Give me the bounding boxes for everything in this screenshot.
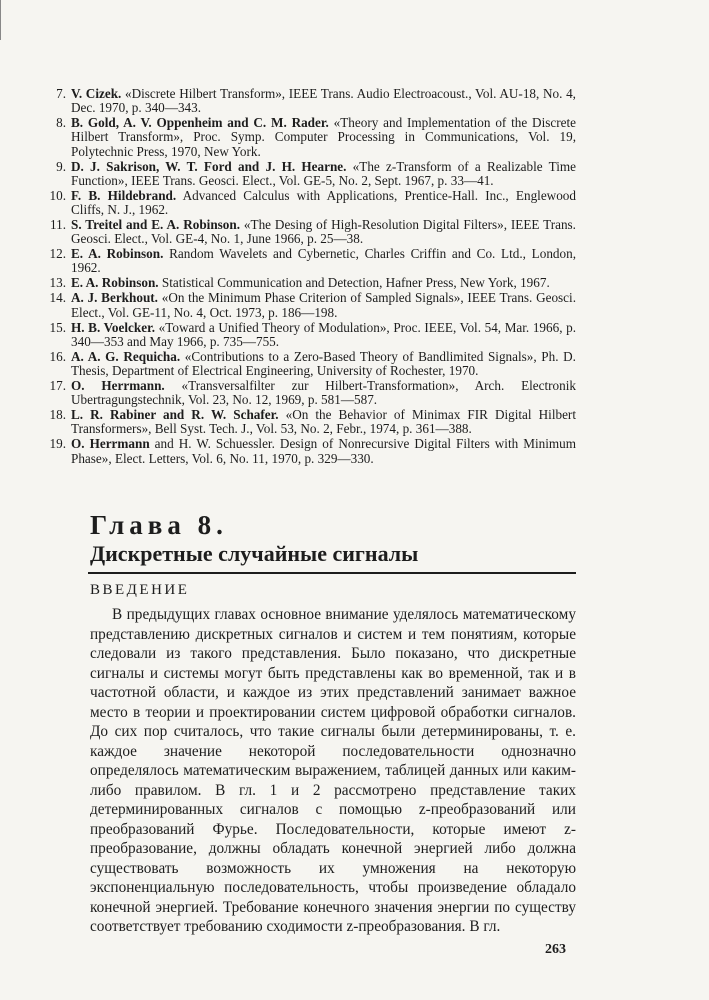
reference-number: 18. — [49, 407, 66, 423]
reference-text: «Theory and Implementation of the Discrete Hilbert Transform», Proc. Symp. Computer Processing in Communications, Vol. 19, Polytechnic Press, 1970, New York. — [71, 115, 576, 159]
reference-item — [46, 321, 576, 349]
reference-authors: A. A. G. Requicha. — [71, 348, 181, 364]
reference-number: 8. — [56, 115, 66, 131]
chapter-number: Глава 8. — [90, 510, 228, 540]
reference-text: «Discrete Hilbert Transform», IEEE Trans. Audio Electroacoust., Vol. AU-18, No. 4, Dec. 1970, p. 340—343. — [71, 86, 576, 116]
reference-item — [46, 408, 576, 436]
reference-authors: F. B. Hildebrand. — [71, 187, 177, 203]
reference-number: 11. — [50, 217, 66, 233]
reference-authors: V. Cizek. — [71, 86, 122, 101]
reference-item — [46, 218, 576, 246]
reference-text: Random Wavelets and Cybernetic, Charles Criffin and Co. Ltd., London, 1962. — [71, 246, 576, 276]
reference-item — [46, 160, 576, 188]
reference-item — [46, 87, 576, 115]
reference-authors: O. Herrmann. — [71, 378, 165, 394]
reference-authors: L. R. Rabiner and R. W. Schafer. — [71, 407, 279, 423]
reference-text: «On the Minimum Phase Criterion of Sampled Signals», IEEE Trans. Geosci. Elect., Vol. GE-11, No. 4, Oct. 1973, p. 186—198. — [71, 290, 577, 320]
reference-authors: O. Herrmann — [71, 436, 150, 452]
reference-number: 17. — [49, 378, 66, 394]
reference-number: 14. — [49, 290, 66, 306]
reference-item — [46, 291, 576, 319]
scan-margin-mark — [0, 0, 1, 40]
reference-number: 10. — [49, 187, 66, 203]
reference-text: Statistical Communication and Detection, Hafner Press, New York, 1967. — [158, 275, 550, 291]
reference-authors: E. A. Robinson. — [71, 246, 164, 262]
chapter-rule — [88, 572, 576, 574]
reference-authors: S. Treitel and E. A. Robinson. — [71, 217, 241, 233]
reference-item — [46, 379, 576, 407]
reference-text: «Transversalfilter zur Hilbert-Transformation», Arch. Electronik Ubertragungstechnik, Vol. 23, No. 12, 1969, p. 581—587. — [71, 378, 576, 408]
reference-item — [46, 247, 576, 275]
reference-text: «The z-Transform of a Realizable Time Function», IEEE Trans. Geosci. Elect., Vol. GE-5, No. 2, Sept. 1967, p. 33—41. — [71, 158, 577, 188]
chapter-header — [90, 510, 580, 568]
reference-list — [46, 87, 576, 467]
reference-number: 12. — [49, 246, 66, 262]
reference-text: Advanced Calculus with Applications, Prentice-Hall. Inc., Englewood Cliffs, N. J., 1962. — [71, 187, 576, 218]
reference-number: 7. — [56, 86, 66, 101]
body-paragraph: В предыдущих главах основное внимание уделялось математическому представлению дискретных сигналов и систем и тем понятиям, которые следовали из такого представления. Было показано, что дискретные сигналы и системы могут быть представлены как во временной, так и в частотной области, и каждое из этих представлений занимает важное место в теории и проектировании систем цифровой обработки сигналов. До сих пор считалось, что такие сигналы были детерминированы, т. е. каждое значение некоторой последовательности однозначно определялось математическим выражением, таблицей данных или каким-либо правилом. В гл. 1 и 2 рассмотрено представление таких детерминированных сигналов с помощью z-преобразований или преобразований Фурье. Последовательности, которые имеют z-преобразование, должны обладать конечной энергией либо должна существовать возможность их умножения на некоторую экспоненциальную последовательность, чтобы произведение обладало конечной энергией. Требование конечного значения энергии по существу соответствует требованию сходимости z-преобразования. В гл. — [90, 606, 576, 935]
reference-number: 9. — [56, 158, 66, 174]
reference-authors: B. Gold, A. V. Oppenheim and C. M. Rader. — [71, 115, 329, 131]
reference-authors: A. J. Berkhout. — [71, 290, 158, 306]
reference-text: «On the Behavior of Minimax FIR Digital Hilbert Transformers», Bell Syst. Tech. J., Vol. 53, No. 2, Febr., 1974, p. 361—388. — [71, 407, 576, 437]
reference-text: «Contributions to a Zero-Based Theory of Bandlimited Signals», Ph. D. Thesis, Department of Electrical Engineering, University of Rochester, 1970. — [71, 348, 576, 379]
reference-item — [46, 437, 576, 465]
reference-item — [46, 276, 576, 290]
reference-item — [46, 350, 576, 378]
reference-number: 15. — [49, 319, 66, 335]
page-number: 263 — [545, 942, 566, 957]
chapter-title: Дискретные случайные сигналы — [90, 541, 419, 566]
reference-number: 19. — [49, 436, 66, 452]
reference-number: 13. — [49, 275, 66, 291]
section-heading: ВВЕДЕНИЕ — [90, 582, 190, 598]
reference-text: «Toward a Unified Theory of Modulation», Proc. IEEE, Vol. 54, Mar. 1966, p. 340—353 and May 1966, p. 735—755. — [71, 319, 576, 349]
reference-text: and H. W. Schuessler. Design of Nonrecursive Digital Filters with Minimum Phase», Elect. Letters, Vol. 6, No. 11, 1970, p. 329—330. — [71, 436, 576, 466]
reference-authors: D. J. Sakrison, W. T. Ford and J. H. Hearne. — [71, 158, 347, 174]
reference-text: «The Desing of High-Resolution Digital Filters», IEEE Trans. Geosci. Elect., Vol. GE-4, No. 1, June 1966, p. 25—38. — [71, 217, 576, 247]
reference-item — [46, 189, 576, 217]
reference-number: 16. — [49, 348, 66, 364]
reference-item — [46, 116, 576, 159]
reference-authors: H. B. Voelcker. — [71, 319, 156, 335]
reference-authors: E. A. Robinson. — [71, 275, 159, 291]
